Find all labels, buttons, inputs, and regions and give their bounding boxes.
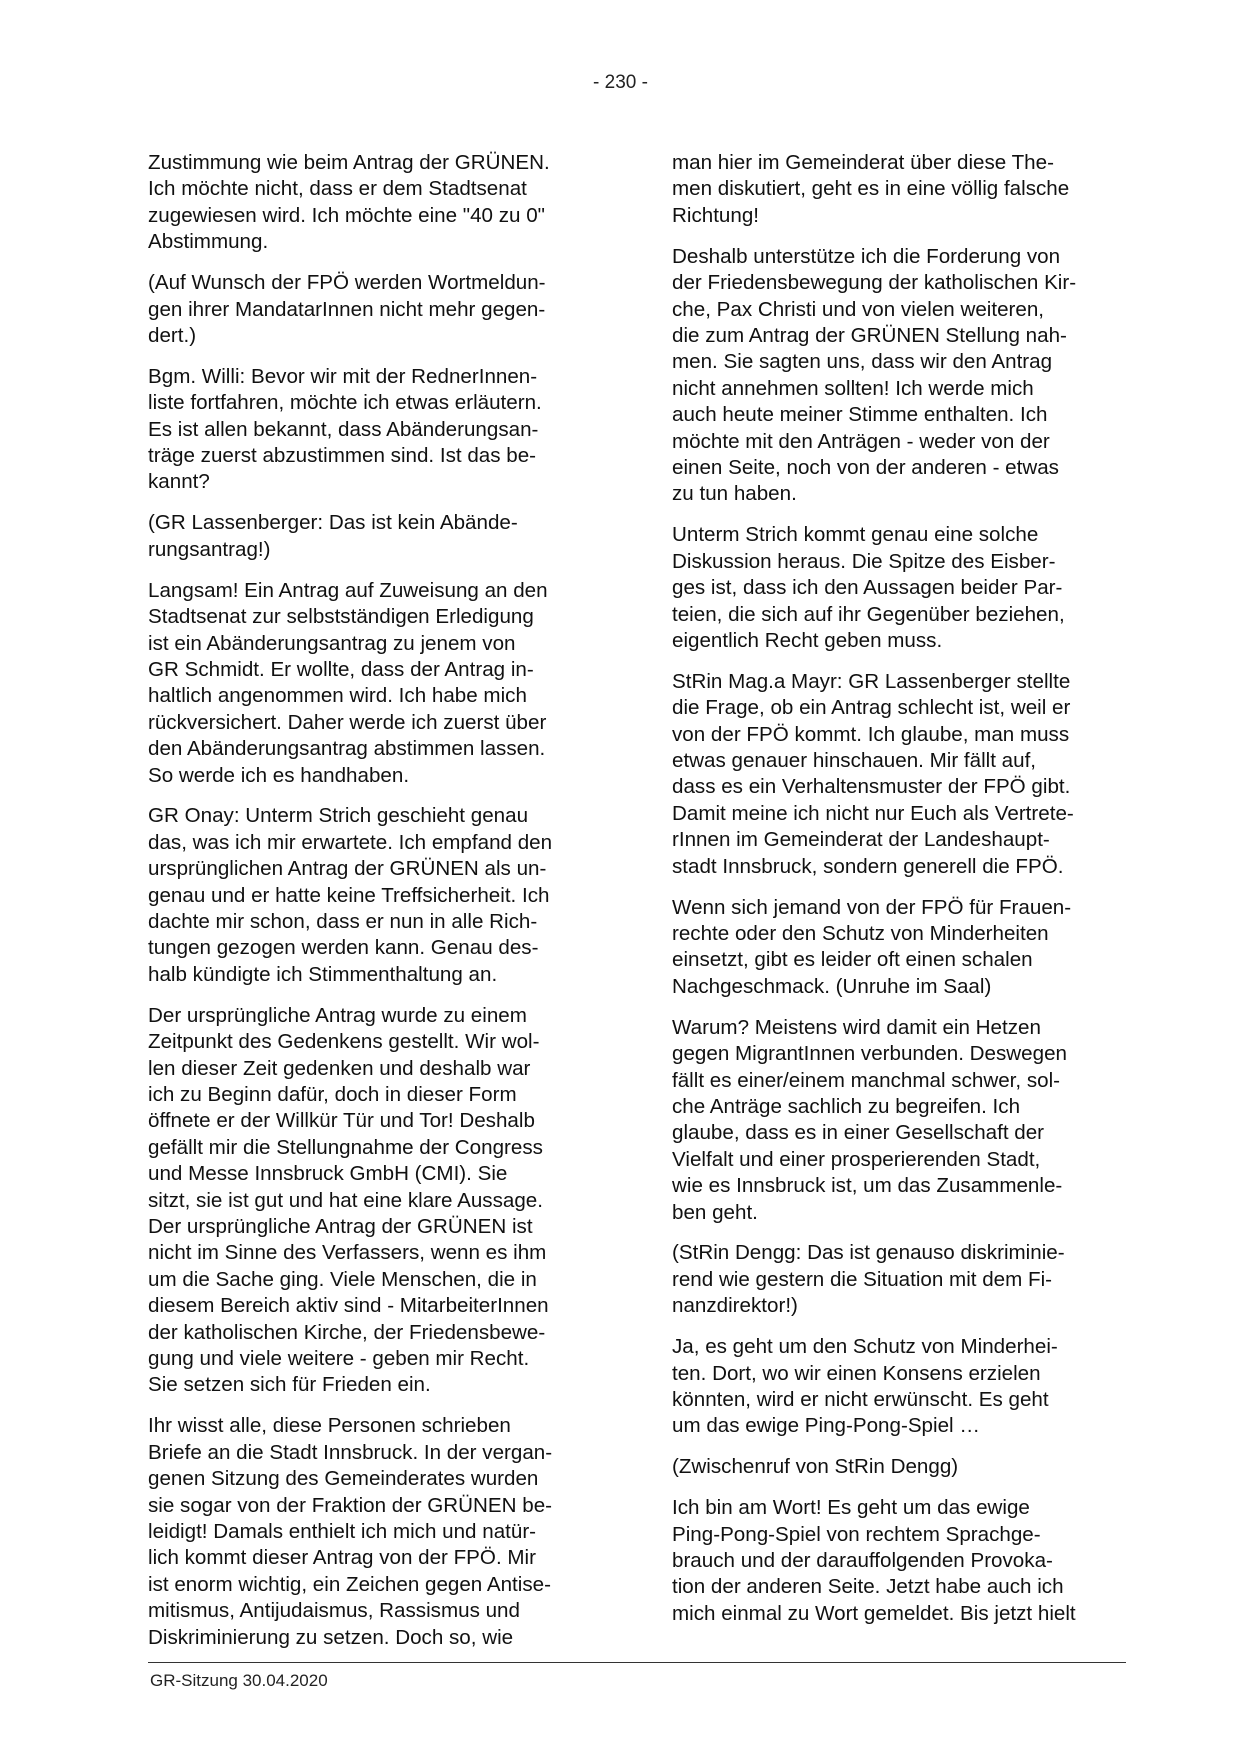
paragraph: Ich bin am Wort! Es geht um das ewige Ping-Pong-Spiel von rechtem Sprachge- brauch und der darauffolgenden Provoka- tion der anderen Seite. Jetzt habe auch ich mich einmal zu Wort gemeldet. Bis jetzt hielt — [672, 1496, 1076, 1625]
paragraph: Unterm Strich kommt genau eine solche Diskussion heraus. Die Spitze des Eisber- ges ist, dass ich den Aussagen beider Par- teien, die sich auf ihr Gegenüber beziehen, eigentlich Recht geben muss. — [672, 523, 1065, 652]
paragraph: Langsam! Ein Antrag auf Zuweisung an den Stadtsenat zur selbstständigen Erledigung ist ein Abänderungsantrag zu jenem von GR Schmidt. Er wollte, dass der Antrag in- haltlich angenommen wird. Ich habe mich rückversichert. Daher werde ich zuerst über den Abänderungsantrag abstimmen lassen. So werde ich es handhaben. — [148, 578, 548, 787]
paragraph: man hier im Gemeinderat über diese The- men diskutiert, geht es in eine völlig falsche Richtung! — [672, 151, 1070, 227]
footer-session-date: GR-Sitzung 30.04.2020 — [150, 1671, 328, 1690]
paragraph: (Auf Wunsch der FPÖ werden Wortmeldun- gen ihrer MandatarInnen nicht mehr gegen- dert.) — [148, 271, 546, 347]
left-text-column — [148, 150, 588, 1666]
paragraph: Wenn sich jemand von der FPÖ für Frauen- rechte oder den Schutz von Minderheiten einsetzt, gibt es leider oft einen schalen Nachgeschmack. (Unruhe im Saal) — [672, 895, 1072, 998]
paragraph: Der ursprüngliche Antrag wurde zu einem Zeitpunkt des Gedenkens gestellt. Wir wol- len dieser Zeit gedenken und deshalb war ich zu Beginn dafür, doch in dieser Form öffnete er der Willkür Tür und Tor! Deshalb gefällt mir die Stellungnahme der Congress und Messe Innsbruck GmbH (CMI). Sie sitzt, sie ist gut und hat eine klare Aussage. Der ursprüngliche Antrag der GRÜNEN ist nicht im Sinne des Verfassers, wenn es ihm um die Sache ging. Viele Menschen, die in diesem Bereich aktiv sind - MitarbeiterInnen der katholischen Kirche, der Friedensbewe- gung und viele weitere - geben mir Recht. Sie setzen sich für Frieden ein. — [148, 1003, 549, 1397]
paragraph: (Zwischenruf von StRin Dengg) — [672, 1455, 959, 1479]
paragraph: Zustimmung wie beim Antrag der GRÜNEN. Ich möchte nicht, dass er dem Stadtsenat zugewiesen wird. Ich möchte eine "40 zu 0" Abstimmung. — [148, 151, 550, 254]
paragraph: Bgm. Willi: Bevor wir mit der RednerInnen- liste fortfahren, möchte ich etwas erläutern. Es ist allen bekannt, dass Abänderungsan- träge zuerst abzustimmen sind. Ist das be- kannt? — [148, 364, 542, 494]
paragraph: Ihr wisst alle, diese Personen schrieben Briefe an die Stadt Innsbruck. In der vergan- genen Sitzung des Gemeinderates wurden sie sogar von der Fraktion der GRÜNEN be- leidigt! Damals enthielt ich mich und natür- lich kommt dieser Antrag von der FPÖ. Mir ist enorm wichtig, ein Zeichen gegen Antise- mitismus, Antijudaismus, Rassismus und Diskriminierung zu setzen. Doch so, wie — [148, 1414, 553, 1649]
footer-divider — [148, 1662, 1126, 1663]
right-text-column — [672, 150, 1112, 1642]
paragraph: Ja, es geht um den Schutz von Minderhei- ten. Dort, wo wir einen Konsens erzielen könnten, wird er nicht erwünscht. Es geht um das ewige Ping-Pong-Spiel … — [672, 1335, 1058, 1438]
paragraph: (GR Lassenberger: Das ist kein Abände- rungsantrag!) — [148, 511, 518, 561]
paragraph: StRin Mag.a Mayr: GR Lassenberger stellte die Frage, ob ein Antrag schlecht ist, weil er von der FPÖ kommt. Ich glaube, man muss etwas genauer hinschauen. Mir fällt auf, dass es ein Verhaltensmuster der FPÖ gibt. Damit meine ich nicht nur Euch als Vertrete- rInnen im Gemeinderat der Landeshaupt- stadt Innsbruck, sondern generell die FPÖ. — [672, 669, 1074, 878]
page-number: - 230 - — [593, 72, 648, 93]
paragraph: GR Onay: Unterm Strich geschieht genau das, was ich mir erwartete. Ich empfand den ursprünglichen Antrag der GRÜNEN als un- genau und er hatte keine Treffsicherheit. Ich dachte mir schon, dass er nun in alle Rich- tungen gezogen werden kann. Genau des- halb kündigte ich Stimmenthaltung an. — [148, 804, 553, 986]
paragraph: Warum? Meistens wird damit ein Hetzen gegen MigrantInnen verbunden. Deswegen fällt es einer/einem manchmal schwer, sol- che Anträge sachlich zu begreifen. Ich glaube, dass es in einer Gesellschaft der Vielfalt und einer prosperierenden Stadt, wie es Innsbruck ist, um das Zusammenle- ben geht. — [672, 1015, 1067, 1224]
paragraph: (StRin Dengg: Das ist genauso diskriminie- rend wie gestern die Situation mit dem Fi- nanzdirektor!) — [672, 1241, 1065, 1318]
paragraph: Deshalb unterstütze ich die Forderung von der Friedensbewegung der katholischen Kir- che, Pax Christi und von vielen weiteren, die zum Antrag der GRÜNEN Stellung nah- men. Sie sagten uns, dass wir den Antrag nicht annehmen sollten! Ich werde mich auch heute meiner Stimme enthalten. Ich möchte mit den Anträgen - weder von der einen Seite, noch von der anderen - etwas zu tun haben. — [672, 244, 1077, 506]
